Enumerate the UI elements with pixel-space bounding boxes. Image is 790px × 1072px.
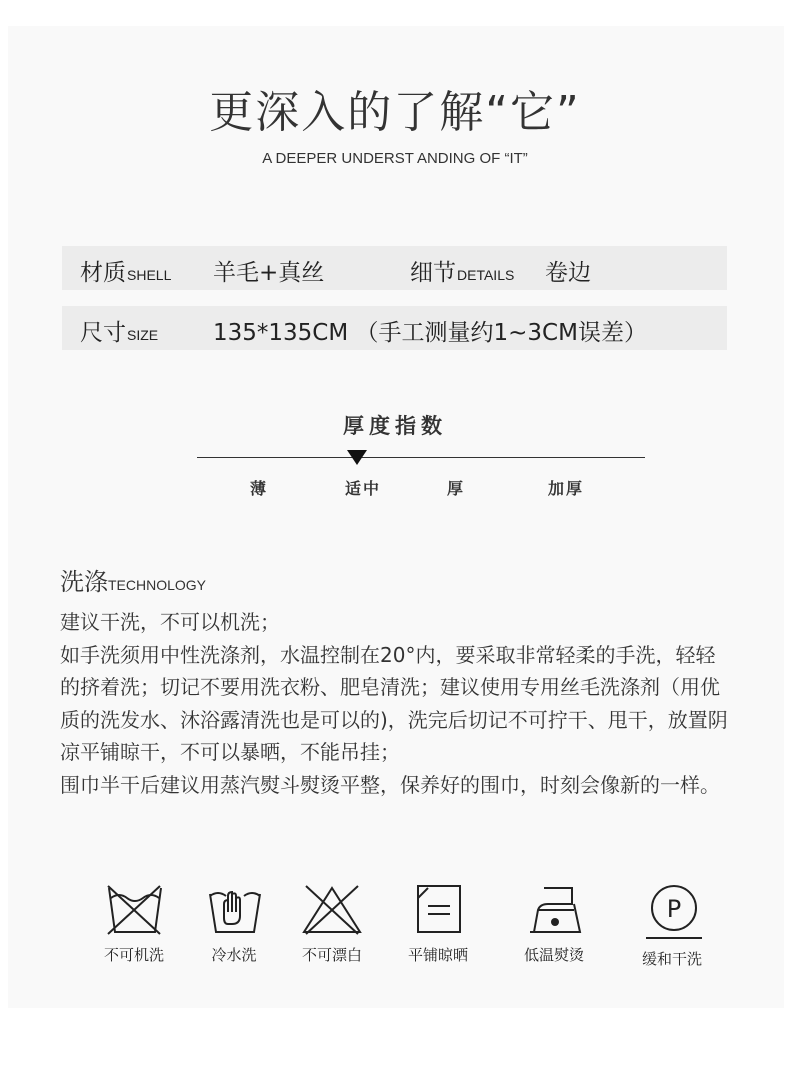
washing-instructions <box>60 606 732 801</box>
cold-hand-wash-icon <box>184 882 284 942</box>
thickness-level-medium: 适中 <box>345 479 382 498</box>
thickness-level-thick: 厚 <box>447 479 466 498</box>
material-label: 材质SHELL <box>80 260 172 286</box>
spec-row-material <box>62 246 727 290</box>
care-label: 平铺晾晒 <box>407 946 468 964</box>
care-item-flat-dry <box>388 882 488 972</box>
thickness-marker-icon <box>347 450 367 465</box>
care-label: 冷水洗 <box>211 946 257 964</box>
care-label: 不可机洗 <box>103 946 164 964</box>
size-value: 135*135CM （手工测量约1~3CM误差） <box>213 320 647 346</box>
thickness-title: 厚度指数 <box>343 414 447 438</box>
care-item-no-bleach <box>282 882 382 972</box>
care-item-low-iron <box>504 882 604 972</box>
care-label: 低温熨烫 <box>523 946 584 964</box>
size-label: 尺寸SIZE <box>80 320 159 346</box>
no-machine-wash-icon <box>84 882 184 942</box>
washing-paragraph: 建议干洗，不可以机洗； <box>60 610 280 634</box>
flat-dry-icon <box>388 882 488 942</box>
content-panel <box>8 26 784 1008</box>
low-iron-icon <box>504 882 604 942</box>
page-title: 更深入的了解“它” <box>209 87 581 138</box>
care-item-cold-hand-wash <box>184 882 284 972</box>
washing-heading: 洗涤TECHNOLOGY <box>60 568 207 596</box>
material-value: 羊毛+真丝 <box>213 260 325 286</box>
gentle-dry-clean-icon <box>622 882 722 942</box>
care-item-no-machine-wash <box>84 882 184 972</box>
washing-paragraph: 围巾半干后建议用蒸汽熨斗熨烫平整，保养好的围巾，时刻会像新的一样。 <box>60 772 720 797</box>
svg-text:P: P <box>666 895 682 923</box>
details-label: 细节DETAILS <box>410 260 515 286</box>
care-item-gentle-dry-clean <box>622 882 722 972</box>
spec-row-size <box>62 306 727 350</box>
care-label: 不可漂白 <box>301 946 362 964</box>
thickness-level-extra-thick: 加厚 <box>548 479 585 498</box>
no-bleach-icon <box>282 882 382 942</box>
page-subtitle: A DEEPER UNDERST ANDING OF “IT” <box>262 150 528 167</box>
washing-paragraph: 如手洗须用中性洗涤剂，水温控制在20°内，要采取非常轻柔的手洗，轻轻的挤着洗；切记不要用洗衣粉、肥皂清洗；建议使用专用丝毛洗涤剂（用优质的洗发水、沐浴露清洗也是可以的)，洗完后切记不可拧干、甩干，放置阴凉平铺晾干，不可以暴晒，不能吊挂； <box>60 642 728 764</box>
thickness-scale-line <box>197 457 645 458</box>
details-value: 卷边 <box>545 260 591 286</box>
thickness-level-thin: 薄 <box>250 479 269 498</box>
care-label: 缓和干洗 <box>641 950 702 968</box>
